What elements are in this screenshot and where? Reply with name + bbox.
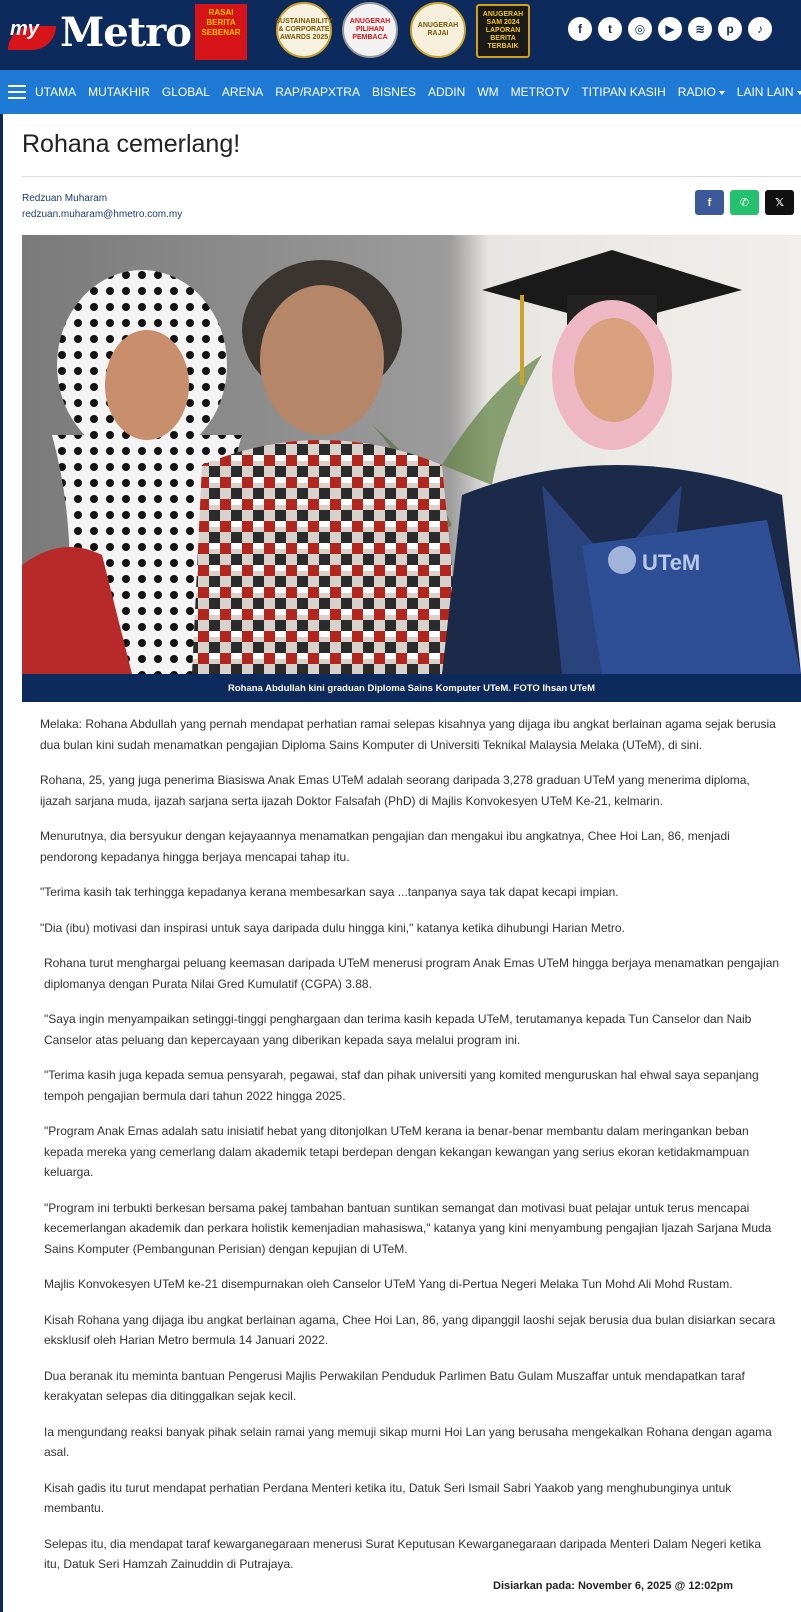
article-paragraph: "Saya ingin menyampaikan setinggi-tinggi penghargaan dan terima kasih kepada UTeM, terutamanya kepada Tun Canselor dan Naib Canselor atas peluang dan kepercayaan yang diberikan kepada saya melalui program ini.: [44, 1012, 752, 1047]
metro-logo[interactable]: [8, 4, 250, 62]
article-paragraph: Menurutnya, dia bersyukur dengan kejayaannya menamatkan pengajian dan mengakui ibu angkatnya, Chee Hoi Lan, 86, menjadi pendorong kepadanya hingga berjaya mencapai tahap itu.: [40, 829, 730, 864]
author-name[interactable]: Redzuan Muharam: [22, 193, 108, 204]
nav-item-titipan-kasih[interactable]: TITIPAN KASIH: [581, 85, 666, 99]
nav-item-mutakhir[interactable]: MUTAKHIR: [88, 85, 150, 99]
article-paragraph: Melaka: Rohana Abdullah yang pernah mendapat perhatian ramai selepas kisahnya yang dijaga ibu angkat berlainan agama sejak berusia dua bulan kini sudah menamatkan pengajian Diploma Sains Komputer di Universiti Teknikal Malaysia Melaka (UTeM), di sini.: [40, 717, 776, 752]
nav-item-metrotv[interactable]: METROTV: [510, 85, 570, 99]
nav-item-rap-rapxtra[interactable]: RAP/RAPXTRA: [275, 85, 360, 99]
rajai-award-badge: ANUGERAH RAJAI: [410, 2, 466, 58]
instagram-icon[interactable]: ◎: [628, 17, 652, 41]
utem-folder-logo: UTeM: [642, 550, 701, 575]
article-paragraph: Kisah gadis itu turut mendapat perhatian Perdana Menteri ketika itu, Datuk Seri Ismail Sabri Yaakob yang menghubunginya untuk membantu.: [44, 1480, 732, 1515]
article-paragraph: Rohana, 25, yang juga penerima Biasiswa Anak Emas UTeM adalah seorang daripada 3,278 graduan UTeM yang menerima diploma, ijazah sarjana muda, ijazah sarjana serta ijazah Doktor Falsafah (PhD) di Majlis Konvokesyen UTeM Ke-21, kelmarin.: [40, 773, 750, 808]
social-links: [568, 17, 772, 41]
nav-item-bisnes[interactable]: BISNES: [371, 85, 416, 99]
article-paragraph: "Terima kasih juga kepada semua pensyarah, pegawai, staf dan pihak universiti yang komited menguruskan hal ehwal saya sepanjang tempoh pengajian bermula dari tahun 2022 hingga 2025.: [44, 1068, 759, 1103]
article-paragraph: Kisah Rohana yang dijaga ibu angkat berlainan agama, Chee Hoi Lan, 86, yang dipanggil laoshi sejak berusia dua bulan disiarkan secara eksklusif oleh Harian Metro bermula 14 Januari 2022.: [44, 1312, 776, 1347]
facebook-icon[interactable]: f: [568, 17, 592, 41]
logo-my: my: [10, 18, 39, 40]
tiktok-icon[interactable]: ♪: [748, 17, 772, 41]
share-whatsapp-button[interactable]: ✆: [730, 190, 759, 215]
article-paragraph: "Program ini terbukti berkesan bersama pakej tambahan bantuan suntikan semangat dan motivasi buat pelajar untuk terus mencapai kecemerlangan akademik dan perkara holistik kemenjadian mahasiswa," katanya yang kini menyambung pengajian Ijazah Sarjana Muda Sains Komputer (Pembangunan Perisian) dengan kepujian di UTeM.: [44, 1200, 772, 1256]
main-nav: [0, 70, 801, 114]
logo-metro: Metro: [60, 9, 191, 56]
chevron-down-icon: [719, 91, 725, 95]
pinterest-icon[interactable]: p: [718, 17, 742, 41]
logo-tagline: RASAI BERITA SEBENAR: [195, 4, 247, 60]
sustainability-award-badge: SUSTAINABILITY & CORPORATE AWARDS 2025: [276, 2, 332, 58]
nav-item-global[interactable]: GLOBAL: [161, 85, 210, 99]
share-buttons: [695, 190, 794, 215]
article-paragraph: Dua beranak itu meminta bantuan Pengerusi Majlis Perwakilan Penduduk Parlimen Batu Gulam Muszaffar untuk mendapatkan taraf kerakyatan selepas dia ditinggalkan sejak kecil.: [44, 1368, 745, 1403]
nav-item-arena[interactable]: ARENA: [221, 85, 264, 99]
chevron-down-icon: [797, 91, 801, 95]
left-rail: [0, 0, 3, 1612]
awards-strip: [274, 2, 534, 60]
article-paragraph: "Terima kasih tak terhingga kepadanya kerana membesarkan saya ...tanpanya saya tak dapat kecapi impian.: [40, 885, 619, 899]
pilihan-pembaca-award-badge: ANUGERAH PILIHAN PEMBACA: [342, 2, 398, 58]
title-divider: [22, 176, 801, 177]
author-block: [22, 191, 182, 223]
article-paragraph: Majlis Konvokesyen UTeM ke-21 disempurnakan oleh Canselor UTeM Yang di-Pertua Negeri Melaka Tun Mohd Ali Mohd Rustam.: [44, 1277, 733, 1291]
rss-icon[interactable]: ≋: [688, 17, 712, 41]
article-paragraph: Selepas itu, dia mendapat taraf kewarganegaraan menerusi Surat Keputusan Kewarganegaraan daripada Menteri Dalam Negeri ketika itu, Datuk Seri Hamzah Zainuddin di Putrajaya.: [44, 1536, 762, 1571]
nav-dropdown-radio[interactable]: RADIO: [672, 85, 731, 99]
article-title: Rohana cemerlang!: [22, 130, 241, 158]
youtube-icon[interactable]: ▶: [658, 17, 682, 41]
share-facebook-button[interactable]: f: [695, 190, 724, 215]
nav-items: [29, 85, 801, 99]
nav-item-addin[interactable]: ADDIN: [427, 85, 466, 99]
article-paragraph: "Dia (ibu) motivasi dan inspirasi untuk saya daripada dulu hingga kini," katanya ketika dihubungi Harian Metro.: [40, 920, 625, 935]
photo-caption: Rohana Abdullah kini graduan Diploma Sains Komputer UTeM. FOTO Ihsan UTeM: [22, 674, 801, 702]
nav-item-wm[interactable]: WM: [477, 85, 499, 99]
twitter-icon[interactable]: t: [598, 17, 622, 41]
site-header: [0, 0, 801, 70]
author-email[interactable]: redzuan.muharam@hmetro.com.my: [22, 209, 183, 220]
share-x-button[interactable]: 𝕏: [765, 190, 794, 215]
article-photo-illustration: [22, 235, 801, 674]
sam-2024-award-badge: ANUGERAH SAM 2024 LAPORAN BERITA TERBAIK: [476, 4, 530, 58]
article-paragraph: Rohana turut menghargai peluang keemasan daripada UTeM menerusi program Anak Emas UTeM hingga berjaya menamatkan pengajian diplomanya dengan Purata Nilai Gred Kumulatif (CGPA) 3.88.: [44, 956, 780, 991]
article-body: [40, 714, 780, 1590]
published-timestamp: Disiarkan pada: November 6, 2025 @ 12:02pm: [493, 1580, 734, 1592]
nav-dropdown-lain-lain[interactable]: LAIN LAIN: [731, 85, 801, 99]
article-paragraph: "Program Anak Emas adalah satu inisiatif hebat yang ditonjolkan UTeM kerana ia benar-benar membantu dalam meringankan beban kepada mereka yang cemerlang dalam akademik tetapi berdepan dengan kekangan kewangan yang serius ekoran ketidakmampuan keluarga.: [44, 1124, 750, 1179]
nav-item-utama[interactable]: UTAMA: [35, 85, 77, 99]
article-paragraph: Ia mengundang reaksi banyak pihak selain ramai yang memuji sikap murni Hoi Lan yang berusaha mengekalkan Rohana dengan agama asal.: [44, 1424, 772, 1459]
article-photo: [22, 235, 801, 674]
